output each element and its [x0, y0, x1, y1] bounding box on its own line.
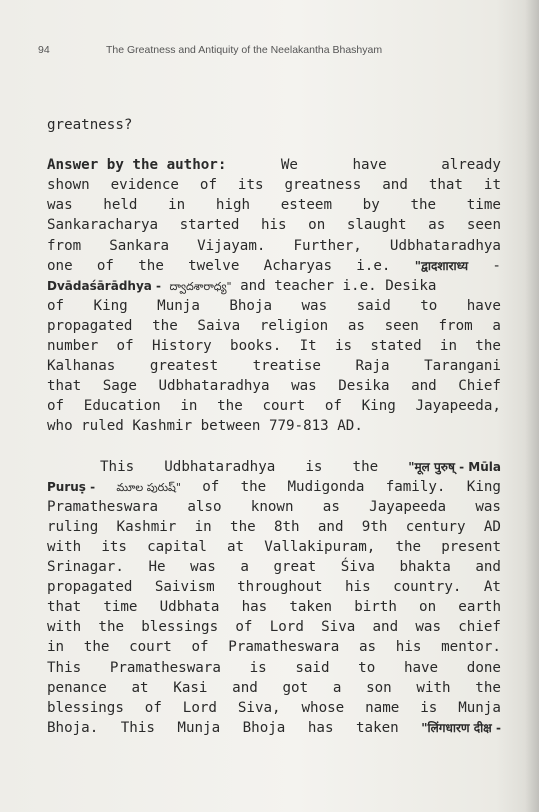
text-line — [47, 175, 501, 195]
word: Puruṣ - — [47, 479, 96, 494]
text-line — [47, 195, 501, 215]
word: have — [403, 659, 439, 676]
word: Raja — [355, 358, 390, 375]
word: the — [230, 518, 256, 535]
word: of — [199, 177, 217, 194]
word: century — [405, 518, 466, 535]
word: said — [356, 297, 391, 314]
text-line — [47, 296, 501, 316]
word: religion — [259, 317, 329, 334]
word: throughout — [237, 579, 323, 596]
word: Sankaracharya — [47, 217, 159, 234]
word: in — [194, 518, 212, 535]
word: number — [47, 338, 99, 355]
word: Munja — [177, 719, 221, 736]
page-number: 94 — [38, 44, 50, 56]
word: At — [483, 579, 501, 596]
word: Munja — [458, 699, 501, 716]
word: Tarangani — [424, 358, 501, 375]
text-line — [47, 537, 501, 557]
word: of — [96, 257, 114, 274]
word: Bhoja. — [47, 719, 99, 736]
word: capital — [147, 538, 207, 555]
word: Kashmir — [132, 418, 193, 435]
word: slaught — [346, 217, 407, 234]
word: 9th — [361, 518, 388, 535]
word: in — [47, 639, 65, 656]
word: Chief — [458, 378, 501, 395]
word: have — [352, 157, 387, 174]
word: is — [305, 458, 323, 475]
text-line — [47, 336, 501, 356]
word: Srinagar. — [47, 559, 124, 576]
text-line — [47, 718, 501, 738]
word: said — [295, 659, 330, 676]
word: taken — [355, 719, 399, 736]
word: in — [439, 338, 457, 355]
word: from — [438, 317, 473, 334]
paragraph-gap — [47, 135, 501, 155]
word: propagated — [47, 579, 133, 596]
word: a — [240, 559, 249, 576]
word: History — [151, 338, 212, 355]
word: Pramatheswara — [228, 639, 340, 656]
word: that — [47, 378, 82, 395]
word: on — [308, 217, 326, 234]
word: Answer by the author: — [47, 157, 227, 174]
word: his — [395, 639, 422, 656]
word: This — [47, 659, 82, 676]
word: at — [131, 679, 149, 696]
word: - — [492, 257, 501, 274]
text-line — [47, 617, 501, 637]
word: birth — [354, 599, 397, 616]
word: the — [352, 458, 379, 475]
word: of — [324, 398, 342, 415]
text-line — [47, 316, 501, 336]
text-line — [47, 236, 501, 256]
text-line — [47, 497, 501, 517]
word: Education — [83, 398, 161, 415]
word: in — [180, 398, 198, 415]
word: of — [47, 398, 65, 415]
word: Kalhanas — [47, 358, 116, 375]
word: penance — [47, 679, 107, 696]
text-line — [47, 637, 501, 657]
word: Pramatheswara — [109, 659, 221, 676]
word: Lord — [182, 699, 217, 716]
word: "लिंगधारण दीक्ष - — [421, 720, 501, 735]
word: and — [317, 518, 344, 535]
word: taken — [289, 599, 333, 616]
word: 779-813 — [268, 418, 329, 435]
word: the — [395, 538, 422, 555]
word: family. — [385, 478, 446, 495]
word: ruling — [47, 518, 99, 535]
word: known — [250, 498, 294, 515]
word: got — [282, 679, 309, 696]
text-line — [47, 477, 501, 497]
word: with — [47, 538, 82, 555]
word: chief — [458, 619, 501, 636]
word: of — [47, 297, 65, 314]
word: of — [202, 478, 220, 495]
word: country. — [393, 579, 462, 596]
word: court — [262, 398, 306, 415]
word: Udbhataradhya — [158, 378, 270, 395]
word: with — [47, 619, 82, 636]
word: time — [466, 197, 501, 214]
word: between — [200, 418, 261, 435]
word: as — [359, 639, 377, 656]
word: Pramatheswara — [47, 498, 159, 515]
word: in — [168, 197, 186, 214]
word: has — [241, 599, 268, 616]
word: greatest — [149, 358, 219, 375]
word: He — [148, 559, 166, 576]
word: as — [428, 217, 446, 234]
word: is — [249, 659, 267, 676]
text-line — [47, 215, 501, 235]
paragraph-gap — [47, 437, 501, 457]
word: King — [361, 398, 396, 415]
word: and — [232, 679, 258, 696]
word: greatness? — [47, 117, 133, 133]
word: the — [98, 619, 125, 636]
word: great — [273, 559, 317, 576]
word: was — [47, 197, 73, 214]
text-line — [47, 658, 501, 678]
word: that — [428, 177, 463, 194]
word: Vijayam. — [197, 237, 266, 254]
word: his — [345, 579, 371, 596]
word: of — [116, 338, 134, 355]
word: We — [280, 157, 298, 174]
word: This — [100, 458, 135, 475]
word: to — [420, 297, 438, 314]
word: Śiva — [340, 559, 375, 576]
word: i.e. — [342, 277, 377, 294]
word: time — [103, 599, 138, 616]
word: Jayapeeda — [369, 498, 447, 515]
word: was — [301, 297, 328, 314]
word: "मूल पुरुष् - Mūla — [408, 459, 501, 474]
word: Saiva — [197, 317, 241, 334]
word: Udbhata — [159, 599, 220, 616]
word: Dvādaśārādhya - — [47, 278, 162, 293]
word: done — [466, 659, 501, 676]
text-line — [47, 276, 501, 296]
word: is — [334, 338, 353, 355]
word: was — [475, 498, 501, 515]
text-line — [47, 256, 501, 276]
word: name — [365, 699, 400, 716]
word: It — [299, 338, 317, 355]
word: seen — [384, 317, 419, 334]
word: earth — [458, 599, 501, 616]
word: Further, — [293, 237, 362, 254]
word: Acharyas — [263, 257, 332, 274]
word: ద్వాదశారాధ్య" — [169, 279, 232, 293]
word: also — [187, 498, 222, 515]
word: and — [475, 559, 501, 576]
word: Udbhataradhya — [389, 237, 501, 254]
text-line — [47, 155, 501, 175]
word: a — [492, 317, 501, 334]
word: from — [47, 237, 82, 254]
body-text — [47, 115, 501, 738]
word: Siva — [321, 619, 356, 636]
word: Bhoja — [229, 297, 273, 314]
word: Munja — [157, 297, 200, 314]
word: Sage — [102, 378, 137, 395]
word: it — [483, 177, 501, 194]
word: son — [366, 679, 392, 696]
word: greatness — [284, 177, 362, 194]
word: propagated — [47, 317, 133, 334]
word: Lord — [269, 619, 304, 636]
word: Desika — [338, 378, 390, 395]
word: AD. — [337, 418, 363, 435]
word: evidence — [110, 177, 179, 194]
word: Udbhataradhya — [164, 458, 276, 475]
word: Saivism — [154, 579, 215, 596]
word: AD — [483, 518, 501, 535]
text-line — [47, 115, 501, 135]
running-header — [38, 44, 518, 60]
word: the — [83, 639, 110, 656]
word: the — [217, 398, 243, 415]
word: seen — [466, 217, 501, 234]
word: blessings — [47, 699, 124, 716]
word: King — [93, 297, 128, 314]
word: books. — [230, 338, 282, 355]
word: bhakta — [399, 559, 451, 576]
word: ruled — [81, 418, 124, 435]
word: its — [101, 538, 127, 555]
word: as — [322, 498, 340, 515]
word: and — [240, 277, 266, 294]
word: twelve — [188, 257, 240, 274]
word: మూల పురుష్" — [116, 480, 181, 494]
word: a — [332, 679, 342, 696]
word: teacher — [274, 277, 335, 294]
word: one — [47, 257, 73, 274]
word: held — [103, 197, 138, 214]
word: the — [240, 478, 267, 495]
word: at — [227, 538, 245, 555]
text-line — [47, 557, 501, 577]
word: Siva, — [237, 699, 281, 716]
word: i.e. — [356, 257, 391, 274]
word: Kashmir — [116, 518, 177, 535]
running-title: The Greatness and Antiquity of the Neelakantha Bhashyam — [106, 44, 383, 56]
word: 8th — [273, 518, 300, 535]
word: shown — [47, 177, 90, 194]
word: blessings — [141, 619, 219, 636]
word: "द्वादशाराध्य — [414, 258, 469, 273]
word: Mudigonda — [287, 478, 365, 495]
text-line — [47, 416, 501, 436]
text-line — [47, 457, 501, 477]
text-line — [47, 517, 501, 537]
word: was — [415, 619, 441, 636]
text-line — [47, 678, 501, 698]
word: Vallakipuram, — [264, 538, 376, 555]
word: was — [190, 559, 216, 576]
text-line — [47, 396, 501, 416]
word: present — [441, 538, 501, 555]
word: the — [410, 197, 437, 214]
word: and — [411, 378, 437, 395]
text-line — [47, 356, 501, 376]
word: of — [144, 699, 162, 716]
word: high — [215, 197, 251, 214]
word: that — [47, 599, 82, 616]
word: This — [120, 719, 155, 736]
word: of — [191, 639, 209, 656]
word: esteem — [280, 197, 332, 214]
word: who — [47, 418, 73, 435]
word: and — [372, 619, 399, 636]
word: Jayapeeda, — [415, 398, 501, 415]
word: Kasi — [173, 679, 208, 696]
word: is — [420, 699, 438, 716]
word: as — [347, 317, 365, 334]
word: Desika — [385, 277, 437, 294]
word: whose — [301, 699, 345, 716]
word: the — [138, 257, 164, 274]
word: to — [358, 659, 376, 676]
word: the — [475, 679, 501, 696]
word: his — [260, 217, 287, 234]
word: court — [129, 639, 172, 656]
word: of — [235, 619, 253, 636]
text-line — [47, 597, 501, 617]
word: with — [416, 679, 451, 696]
word: the — [152, 317, 178, 334]
word: already — [441, 157, 501, 174]
word: the — [475, 338, 501, 355]
text-line — [47, 577, 501, 597]
word: by — [362, 197, 380, 214]
word: treatise — [252, 358, 321, 375]
word: and — [382, 177, 408, 194]
word: Sankara — [109, 237, 170, 254]
word: King — [466, 478, 501, 495]
text-line — [47, 698, 501, 718]
word: its — [237, 177, 264, 194]
word: stated — [370, 338, 422, 355]
word: mentor. — [441, 639, 501, 656]
word: Bhoja — [242, 719, 286, 736]
word: was — [291, 378, 317, 395]
word: have — [466, 297, 501, 314]
text-line — [47, 376, 501, 396]
word: on — [419, 599, 437, 616]
word: has — [307, 719, 334, 736]
word: started — [179, 217, 240, 234]
page-edge-shadow — [525, 0, 539, 812]
